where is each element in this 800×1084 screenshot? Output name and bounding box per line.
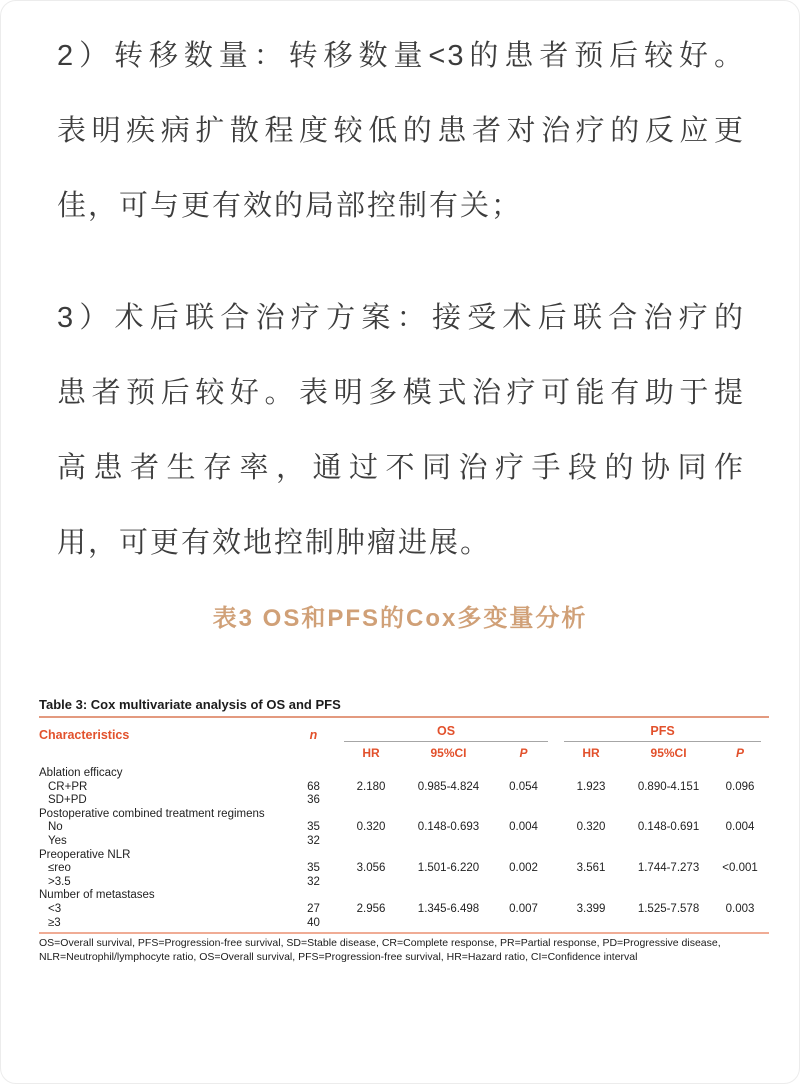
table-row	[39, 821, 769, 835]
paragraph-line: 2）转移数量：转移数量<3的患者预后较好。	[57, 40, 745, 72]
cell-os-p: 0.004	[509, 821, 538, 834]
table-row	[39, 903, 769, 917]
table-row	[39, 765, 769, 781]
cox-table-container	[39, 697, 769, 964]
cell-os-ci: 1.345-6.498	[417, 902, 480, 915]
cell-pfs-p: 0.096	[725, 780, 755, 793]
cell-n: 35	[307, 821, 320, 834]
table-row	[39, 808, 769, 822]
cell-os-p: 0.054	[509, 780, 538, 793]
cell-os-hr: 2.180	[356, 780, 386, 793]
cell-pfs-hr: 0.320	[576, 821, 606, 834]
cell-n: 32	[307, 834, 320, 847]
cell-n: 36	[307, 794, 320, 807]
cell-pfs-hr: 3.561	[576, 862, 606, 875]
cell-os-ci: 0.148-0.693	[417, 821, 480, 834]
cell-pfs-p: 0.004	[725, 821, 755, 834]
row-label: Number of metastases	[39, 889, 155, 902]
row-label: >3.5	[48, 875, 71, 888]
table-title: Table 3: Cox multivariate analysis of OS and PFS	[39, 697, 341, 712]
paragraph-postop-treatment	[57, 281, 745, 581]
row-label: Yes	[48, 834, 67, 847]
header-os-ci: 95%CI	[430, 746, 467, 760]
table-row	[39, 849, 769, 863]
table-footnote	[39, 937, 769, 964]
paragraph-line: 佳，可与更有效的局部控制有关；	[57, 190, 523, 222]
table-section-heading: 表3 OS和PFS的Cox多变量分析	[212, 605, 588, 632]
row-label: ≥3	[48, 916, 61, 929]
row-label: Postoperative combined treatment regimens	[39, 807, 265, 820]
cell-os-p: 0.002	[509, 862, 538, 875]
body-text	[1, 1, 799, 581]
header-spacer	[39, 742, 291, 765]
paragraph-line: 患者预后较好。表明多模式治疗可能有助于提	[57, 377, 745, 409]
paragraph-line: 3）术后联合治疗方案：接受术后联合治疗的	[57, 302, 745, 334]
cell-os-ci: 0.985-4.824	[417, 780, 480, 793]
footnote-line: OS=Overall survival, PFS=Progression-free survival, SD=Stable disease, CR=Complete response, PR=Partial response, PD=Progressive disease,	[39, 937, 721, 950]
header-row-stats	[39, 742, 769, 765]
table-row	[39, 781, 769, 795]
cell-os-p: 0.007	[509, 902, 538, 915]
paragraph-metastasis-count	[57, 19, 745, 244]
table-body	[39, 765, 769, 933]
row-label: CR+PR	[48, 780, 88, 793]
cell-os-hr: 3.056	[356, 862, 386, 875]
cell-n	[291, 765, 336, 781]
header-os-p: P	[519, 746, 528, 760]
cell-pfs-ci: 0.148-0.691	[637, 821, 700, 834]
row-label: Preoperative NLR	[39, 848, 131, 861]
paragraph-line: 用，可更有效地控制肿瘤进展。	[57, 527, 492, 559]
cell-n: 32	[307, 875, 320, 888]
cell-pfs-hr: 3.399	[576, 902, 606, 915]
row-label: SD+PD	[48, 794, 87, 807]
cox-multivariate-table	[39, 716, 769, 934]
row-label: ≤reo	[48, 862, 71, 875]
header-os: OS	[344, 724, 548, 742]
cell-pfs-ci: 1.525-7.578	[637, 902, 700, 915]
cell-n: 35	[307, 862, 320, 875]
header-row-groups	[39, 717, 769, 742]
header-os-hr: HR	[362, 746, 380, 760]
header-os-group	[336, 717, 556, 742]
table-row	[39, 917, 769, 934]
cell-pfs-p: <0.001	[722, 862, 758, 875]
cell-pfs-hr: 1.923	[576, 780, 606, 793]
cell-os-hr: 2.956	[356, 902, 386, 915]
row-label: Ablation efficacy	[39, 767, 123, 779]
cell-pfs-p: 0.003	[725, 902, 755, 915]
table-row	[39, 862, 769, 876]
header-pfs-group	[556, 717, 769, 742]
table-row	[39, 876, 769, 890]
header-pfs-hr: HR	[582, 746, 600, 760]
table-row	[39, 794, 769, 808]
row-label: <3	[48, 902, 62, 915]
footnote-line: NLR=Neutrophil/lymphocyte ratio, OS=Overall survival, PFS=Progression-free survival, HR=Hazard ratio, CI=Confidence interval	[39, 950, 638, 963]
cell-os-hr: 0.320	[356, 821, 386, 834]
cell-n: 68	[307, 780, 320, 793]
header-spacer	[291, 742, 336, 765]
paragraph-line: 高患者生存率，通过不同治疗手段的协同作	[57, 452, 745, 484]
cell-os-ci: 1.501-6.220	[417, 862, 480, 875]
header-pfs-ci: 95%CI	[650, 746, 687, 760]
header-pfs: PFS	[564, 724, 761, 742]
table-header	[39, 717, 769, 765]
table-row	[39, 835, 769, 849]
paragraph-line: 表明疾病扩散程度较低的患者对治疗的反应更	[57, 115, 745, 147]
cell-n: 27	[307, 902, 320, 915]
header-characteristics: Characteristics	[39, 728, 130, 742]
row-label: No	[48, 821, 63, 834]
cell-n: 40	[307, 916, 320, 929]
header-pfs-p: P	[736, 746, 745, 760]
table-row	[39, 889, 769, 903]
cell-pfs-ci: 0.890-4.151	[637, 780, 700, 793]
cell-pfs-ci: 1.744-7.273	[637, 862, 700, 875]
header-n: n	[309, 728, 318, 742]
